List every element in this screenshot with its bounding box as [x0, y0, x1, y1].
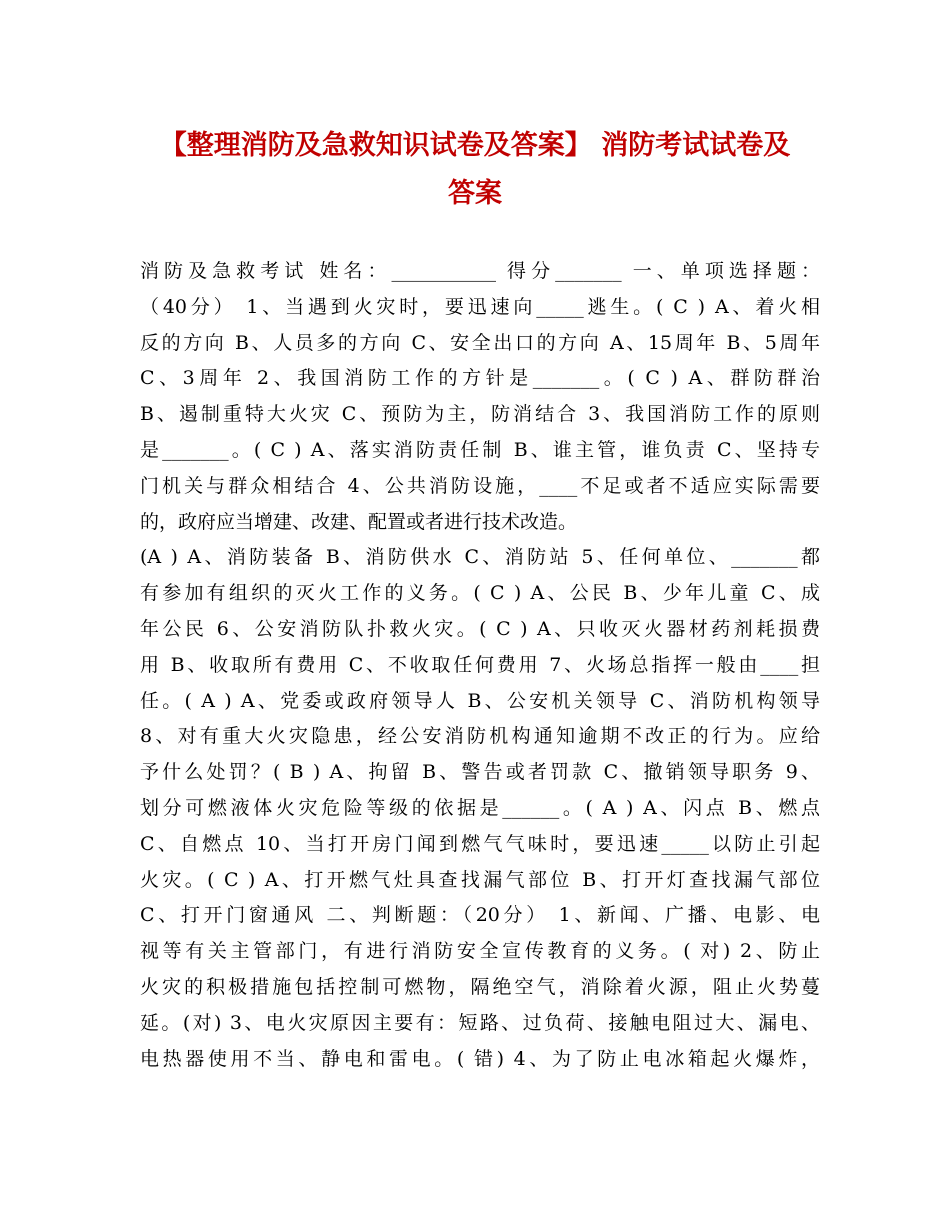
- body-line: 用 B、收取所有费用 C、不收取任何费用 7、火场总指挥一般由____担: [140, 653, 820, 676]
- body-line: 门机关与群众相结合 4、公共消防设施，____不足或者不适应实际需要: [140, 474, 820, 497]
- body-line: (A ) A、消防装备 B、消防供水 C、消防站 5、任何单位、_______都: [140, 546, 820, 569]
- body-line: 火灾。( C ) A、打开燃气灶具查找漏气部位 B、打开灯查找漏气部位: [140, 868, 820, 891]
- body-line: 有参加有组织的灭火工作的义务。( C ) A、公民 B、少年儿童 C、成: [140, 582, 820, 605]
- body-line: 划分可燃液体火灾危险等级的依据是______。( A ) A、闪点 B、燃点: [140, 796, 820, 819]
- body-line: 年公民 6、公安消防队扑救火灾。( C ) A、只收灭火器材药剂耗损费: [140, 617, 820, 640]
- body-line: 的，政府应当增建、改建、配置或者进行技术改造。: [140, 510, 578, 533]
- body-line: （40分） 1、当遇到火灾时，要迅速向_____逃生。( C ) A、着火相: [140, 295, 820, 318]
- title-line: 【整理消防及急救知识试卷及答案】 消防考试试卷及: [159, 130, 791, 161]
- document-title: [130, 122, 820, 218]
- body-line: C、3周年 2、我国消防工作的方针是_______。( C ) A、群防群治: [140, 367, 820, 390]
- body-line: 延。(对) 3、电火灾原因主要有：短路、过负荷、接触电阻过大、漏电、: [140, 1011, 820, 1034]
- body-line: C、打开门窗通风 二、判断题：（20分） 1、新闻、广播、电影、电: [140, 904, 820, 927]
- body-line: 反的方向 B、人员多的方向 C、安全出口的方向 A、15周年 B、5周年: [140, 331, 820, 354]
- body-line: B、遏制重特大火灾 C、预防为主，防消结合 3、我国消防工作的原则: [140, 403, 820, 426]
- body-line: 视等有关主管部门，有进行消防安全宣传教育的义务。( 对) 2、防止: [140, 940, 820, 963]
- body-line: 火灾的积极措施包括控制可燃物，隔绝空气，消除着火源，阻止火势蔓: [140, 975, 820, 998]
- body-line: 是_______。( C ) A、落实消防责任制 B、谁主管，谁负责 C、坚持专: [140, 438, 820, 461]
- document-body: [140, 254, 820, 1077]
- body-line: 消防及急救考试 姓名：___________ 得分_______ 一、单项选择题：: [140, 260, 820, 282]
- body-line: C、自燃点 10、当打开房门闻到燃气气味时，要迅速_____以防止引起: [140, 832, 820, 855]
- body-line: 电热器使用不当、静电和雷电。( 错) 4、为了防止电冰箱起火爆炸，: [140, 1047, 820, 1070]
- body-line: 任。( A ) A、党委或政府领导人 B、公安机关领导 C、消防机构领导: [140, 689, 820, 712]
- body-line: 8、对有重大火灾隐患，经公安消防机构通知逾期不改正的行为。应给: [140, 725, 820, 748]
- title-line: 答案: [448, 178, 502, 209]
- body-line: 予什么处罚？( B ) A、拘留 B、警告或者罚款 C、撤销领导职务 9、: [140, 761, 820, 784]
